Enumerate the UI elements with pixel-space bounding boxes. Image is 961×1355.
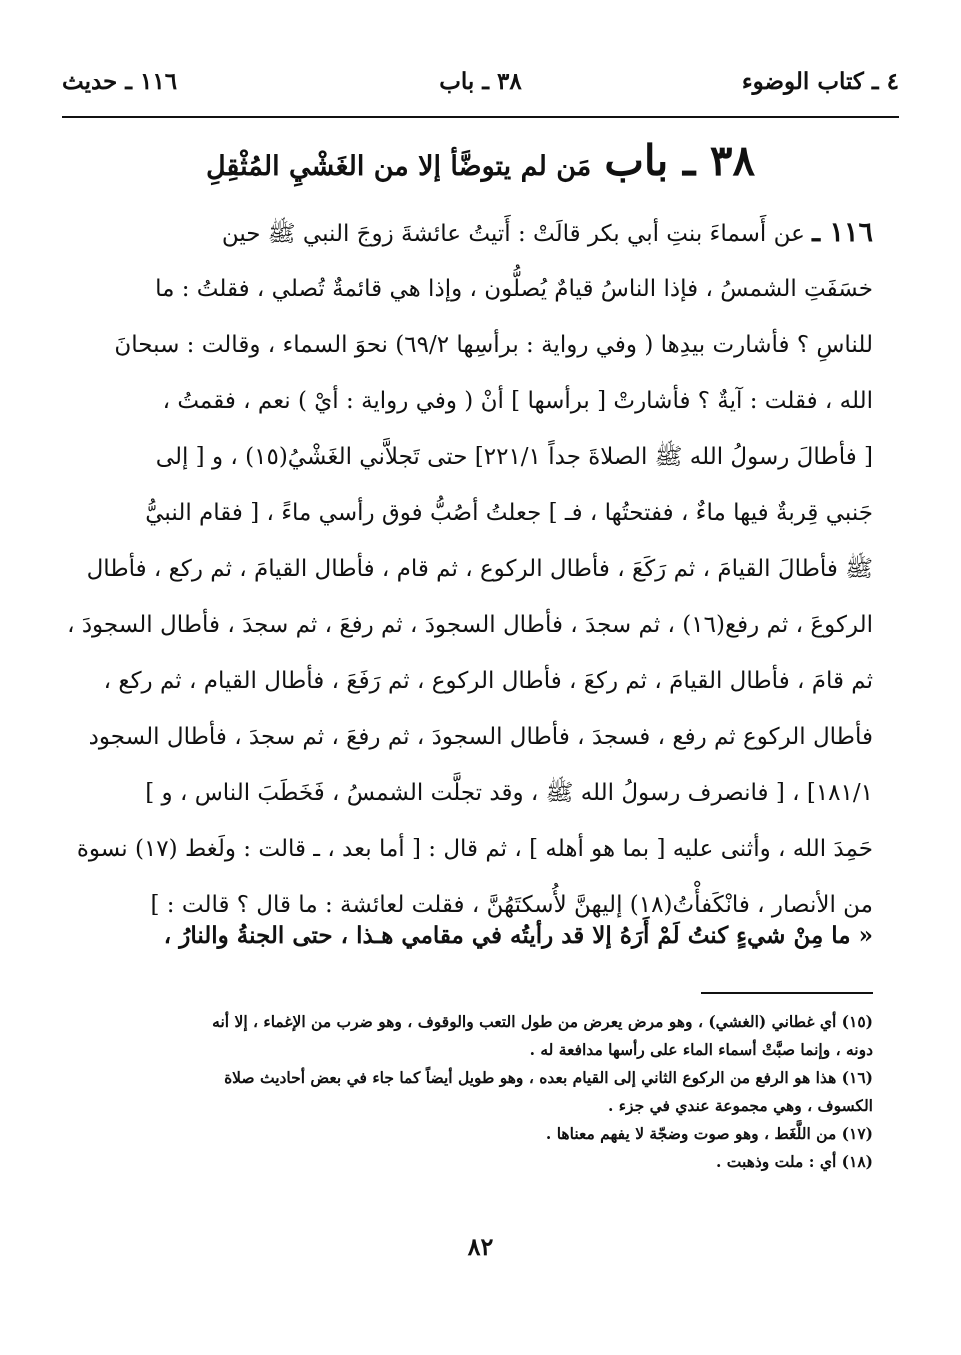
chapter-number: ٣٨ ـ باب [604,136,756,185]
footnote-15-continued: دونه ، وإنما صبَّتْ أسماء الماء على رأسها مدافعة له . [529,1040,873,1059]
body-line: حَمِدَ الله ، وأثنى عليه [ بما هو أهله ] ، ثم قال : [ أما بعد ، ـ قالت : ولَغط (١٧) نسوة [76,836,873,862]
footnote-18: (١٨) أي : ملت وذهبت . [716,1152,873,1171]
header-hadith-number: ١١٦ ـ حديث [62,68,178,95]
body-line: ١٨١/١] ، [ فانصرف رسولُ الله ﷺ ، وقد تجلَّت الشمسُ ، فَخَطَبَ الناس ، و ] [145,780,873,806]
hadith-body [62,205,873,933]
body-line: من الأنصار ، فانْكَفأْتُ(١٨) إليهنَّ لأُسكتَهُنَّ ، فقلت لعائشة : ما قال ؟ قالت : ] [150,892,873,918]
body-line: ١١٦ ـ عن أَسماءَ بنتِ أبي بكر قالَتْ : أَتيتُ عائشةَ زوجَ النبي ﷺ حين [221,217,873,248]
footnote-15: (١٥) أي غطاني (الغشي) ، وهو مرض يعرض من طول التعب والوقوف ، وهو ضرب من الإغماء ، إلا أنه [212,1012,873,1031]
header-chapter: ٣٨ ـ باب [439,68,522,95]
footnote-17: (١٧) من اللَّغَط ، وهو صوت وضجّة لا يفهم معناها . [545,1124,873,1143]
body-line: ﷺ فأطالَ القيامَ ، ثم رَكَعَ ، فأطال الركوع ، ثم قام ، فأطال القيامَ ، ثم ركع ، فأطال [86,556,873,582]
footnote-divider [701,992,873,994]
body-line: فأطال الركوع ثم رفع ، فسجدَ ، فأطال السجودَ ، ثم رفعَ ، ثم سجدَ ، فأطال السجود [88,724,873,750]
body-line: الركوعَ ، ثم رفع(١٦) ، ثم سجدَ ، فأطال السجودَ ، ثم رفعَ ، ثم سجدَ ، فأطال السجودَ ، [67,612,873,638]
footnote-16-continued: الكسوف ، وهي مجموعة عندي في جزء . [607,1096,873,1115]
chapter-title: مَن لم يتوضَّأ إلا من الغَشْيِ المُثْقِلِ [205,151,592,182]
body-line: جَنبي قِربةٌ فيها ماءٌ ، ففتحتُها ، فـ ] جعلتُ أصُبُّ فوق رأسي ماءً ، [ فقام النبيُّ [145,500,873,526]
footnotes [62,1008,873,1176]
body-line: للناسِ ؟ فأشارت بيدِها ( وفي رواية : برأسِها ٦٩/٢) نحوَ السماء ، وقالت : سبحانَ [114,332,873,358]
body-line: [ فأطالَ رسولُ الله ﷺ الصلاةَ جداً ٢٢١/١] حتى تَجلاَّني الغَشْيُ(١٥) ، و [ إلى [155,444,873,470]
page-number: ٨٢ [467,1232,494,1261]
body-line: الله ، فقلت : آيةٌ ؟ فأشارتْ [ برأسها ] أنْ ( وفي رواية : أيْ ) نعم ، فقمتُ ، [162,388,873,414]
header-divider [62,116,899,118]
hadith-quote: « ما مِنْ شيءٍ كنتُ لَمْ أَرَهُ إلا قد رأيتُه في مقامي هـذا ، حتى الجنةُ والنارُ ، [163,922,873,949]
header-book-title: ٤ ـ كتاب الوضوء [741,68,899,95]
body-line: ثم قامَ ، فأطال القيامَ ، ثم ركعَ ، فأطال الركوع ، ثم رَفَعَ ، فأطال القيام ، ثم ركع ، [103,668,873,694]
footnote-16: (١٦) هذا هو الرفع من الركوع الثاني إلى القيام بعده ، وهو طويل أيضاً كما جاء في بعض أحاديث صلاة [224,1068,873,1087]
chapter-heading [62,136,899,185]
hadith-number: ١١٦ ـ [812,217,873,248]
running-header [62,62,899,102]
body-line: خسَفَتِ الشمسُ ، فإذا الناسُ قيامٌ يُصلُّون ، وإذا هي قائمةٌ تُصلي ، فقلتُ : ما [155,276,873,302]
